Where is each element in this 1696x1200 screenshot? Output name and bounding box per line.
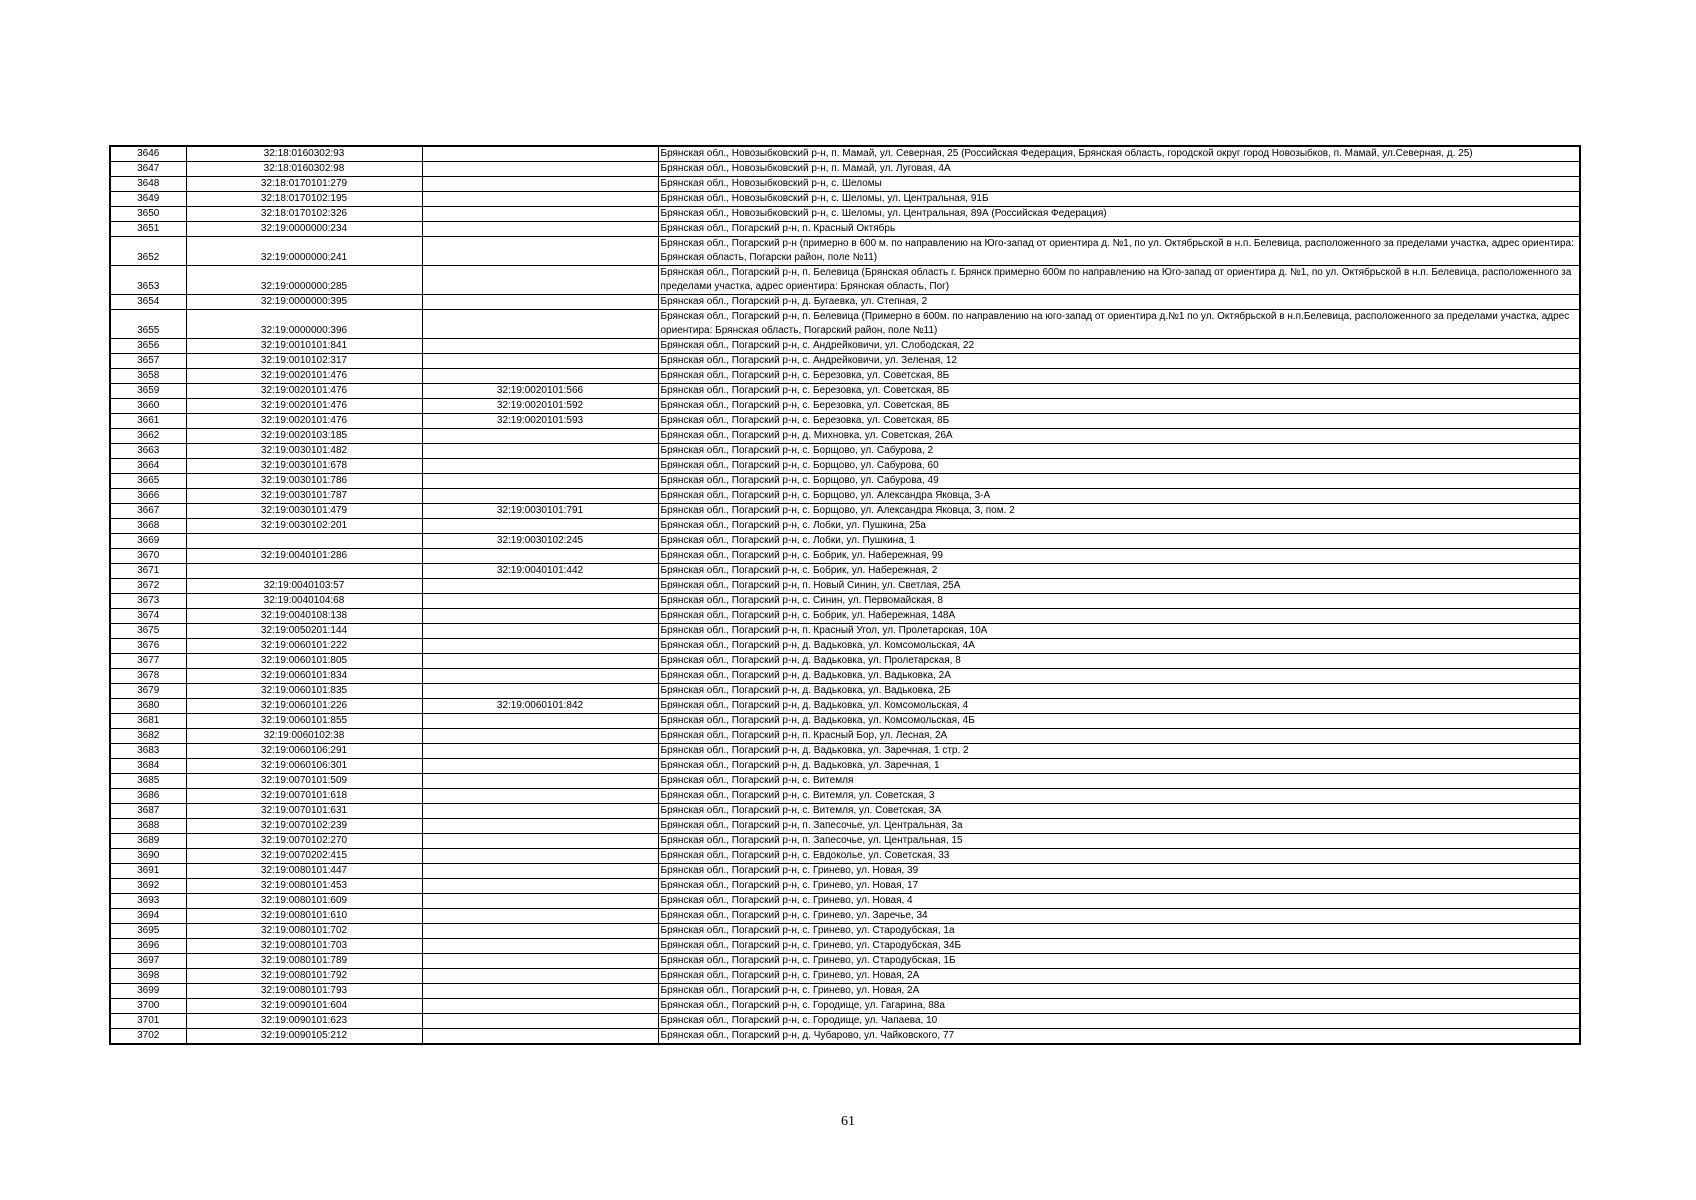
cadastral-number-cell: 32:19:0010101:841 — [186, 339, 422, 354]
linked-cadastral-number-cell — [422, 339, 658, 354]
row-number-cell: 3648 — [110, 177, 186, 192]
address-cell: Брянская обл., Погарский р-н, с. Березовка, ул. Советская, 8Б — [658, 384, 1580, 399]
address-cell: Брянская обл., Погарский р-н, с. Борщово, ул. Александра Яковца, 3, пом. 2 — [658, 504, 1580, 519]
row-number-cell: 3678 — [110, 669, 186, 684]
table-row — [110, 1014, 1580, 1029]
linked-cadastral-number-cell — [422, 804, 658, 819]
table-row — [110, 639, 1580, 654]
linked-cadastral-number-cell: 32:19:0020101:592 — [422, 399, 658, 414]
address-cell: Брянская обл., Погарский р-н, п. Белевица (Брянская область г. Брянск примерно 600м по направлению на Юго-запад от ориентира д. №1, по ул. Октябрьской в н.п. Белевица, расположенного за пределами участка, адрес ориентира: Брянская область, Пог) — [658, 266, 1580, 295]
table-row — [110, 266, 1580, 295]
table-row — [110, 684, 1580, 699]
address-cell: Брянская обл., Погарский р-н, п. Красный Угол, ул. Пролетарская, 10А — [658, 624, 1580, 639]
address-cell: Брянская обл., Погарский р-н, д. Вадьковка, ул. Вадьковка, 2Б — [658, 684, 1580, 699]
linked-cadastral-number-cell — [422, 1029, 658, 1045]
cadastral-number-cell: 32:18:0160302:93 — [186, 146, 422, 162]
row-number-cell: 3682 — [110, 729, 186, 744]
row-number-cell: 3664 — [110, 459, 186, 474]
linked-cadastral-number-cell — [422, 759, 658, 774]
linked-cadastral-number-cell — [422, 594, 658, 609]
cadastral-number-cell: 32:19:0040101:286 — [186, 549, 422, 564]
cadastral-number-cell: 32:19:0080101:792 — [186, 969, 422, 984]
linked-cadastral-number-cell — [422, 192, 658, 207]
table-row — [110, 984, 1580, 999]
table-row — [110, 939, 1580, 954]
cadastral-number-cell: 32:19:0080101:609 — [186, 894, 422, 909]
address-cell: Брянская обл., Погарский р-н, с. Андрейковичи, ул. Зеленая, 12 — [658, 354, 1580, 369]
linked-cadastral-number-cell — [422, 879, 658, 894]
table-row — [110, 354, 1580, 369]
cadastral-number-cell: 32:19:0000000:396 — [186, 310, 422, 339]
address-cell: Брянская обл., Погарский р-н (примерно в 600 м. по направлению на Юго-запад от ориентира д. №1, по ул. Октябрьской в н.п. Белевица, расположенного за пределами участка, адрес ориентира: Брянская область, Погарски район, поле №11) — [658, 237, 1580, 266]
linked-cadastral-number-cell: 32:19:0030101:791 — [422, 504, 658, 519]
table-row — [110, 954, 1580, 969]
cadastral-number-cell — [186, 564, 422, 579]
address-cell: Брянская обл., Погарский р-н, с. Гринево, ул. Заречье, 34 — [658, 909, 1580, 924]
linked-cadastral-number-cell — [422, 984, 658, 999]
linked-cadastral-number-cell — [422, 1014, 658, 1029]
cadastral-number-cell: 32:19:0080101:702 — [186, 924, 422, 939]
address-cell: Брянская обл., Погарский р-н, с. Березовка, ул. Советская, 8Б — [658, 369, 1580, 384]
address-cell: Брянская обл., Погарский р-н, с. Борщово, ул. Сабурова, 2 — [658, 444, 1580, 459]
row-number-cell: 3663 — [110, 444, 186, 459]
cadastral-number-cell: 32:19:0060101:222 — [186, 639, 422, 654]
address-cell: Брянская обл., Погарский р-н, п. Новый Синин, ул. Светлая, 25А — [658, 579, 1580, 594]
address-cell: Брянская обл., Погарский р-н, с. Гринево, ул. Стародубская, 34Б — [658, 939, 1580, 954]
table-row — [110, 399, 1580, 414]
table-row — [110, 849, 1580, 864]
table-row — [110, 146, 1580, 162]
row-number-cell: 3688 — [110, 819, 186, 834]
table-row — [110, 879, 1580, 894]
table-row — [110, 549, 1580, 564]
linked-cadastral-number-cell — [422, 177, 658, 192]
linked-cadastral-number-cell — [422, 729, 658, 744]
linked-cadastral-number-cell — [422, 474, 658, 489]
row-number-cell: 3691 — [110, 864, 186, 879]
row-number-cell: 3702 — [110, 1029, 186, 1045]
linked-cadastral-number-cell — [422, 819, 658, 834]
linked-cadastral-number-cell — [422, 444, 658, 459]
table-row — [110, 237, 1580, 266]
linked-cadastral-number-cell — [422, 579, 658, 594]
linked-cadastral-number-cell — [422, 864, 658, 879]
row-number-cell: 3693 — [110, 894, 186, 909]
table-row — [110, 474, 1580, 489]
row-number-cell: 3677 — [110, 654, 186, 669]
cadastral-number-cell: 32:19:0080101:453 — [186, 879, 422, 894]
address-cell: Брянская обл., Погарский р-н, с. Витемля, ул. Советская, 3 — [658, 789, 1580, 804]
cadastral-number-cell: 32:18:0160302:98 — [186, 162, 422, 177]
linked-cadastral-number-cell: 32:19:0020101:593 — [422, 414, 658, 429]
table-row — [110, 999, 1580, 1014]
address-cell: Брянская обл., Погарский р-н, с. Березовка, ул. Советская, 8Б — [658, 399, 1580, 414]
table-row — [110, 714, 1580, 729]
table-row — [110, 444, 1580, 459]
linked-cadastral-number-cell — [422, 654, 658, 669]
cadastral-number-cell: 32:19:0070101:509 — [186, 774, 422, 789]
table-row — [110, 609, 1580, 624]
linked-cadastral-number-cell — [422, 789, 658, 804]
row-number-cell: 3650 — [110, 207, 186, 222]
address-cell: Брянская обл., Погарский р-н, п. Красный Бор, ул. Лесная, 2А — [658, 729, 1580, 744]
address-cell: Брянская обл., Погарский р-н, с. Витемля, ул. Советская, 3А — [658, 804, 1580, 819]
linked-cadastral-number-cell — [422, 999, 658, 1014]
table-row — [110, 295, 1580, 310]
address-cell: Брянская обл., Погарский р-н, с. Витемля — [658, 774, 1580, 789]
cadastral-number-cell: 32:19:0030101:786 — [186, 474, 422, 489]
cadastral-number-cell: 32:19:0020103:185 — [186, 429, 422, 444]
row-number-cell: 3658 — [110, 369, 186, 384]
address-cell: Брянская обл., Погарский р-н, с. Гринево, ул. Стародубская, 1Б — [658, 954, 1580, 969]
address-cell: Брянская обл., Новозыбковский р-н, с. Шеломы, ул. Центральная, 89А (Российская Федерация) — [658, 207, 1580, 222]
row-number-cell: 3686 — [110, 789, 186, 804]
table-row — [110, 192, 1580, 207]
address-cell: Брянская обл., Погарский р-н, п. Запесочье, ул. Центральная, 3а — [658, 819, 1580, 834]
row-number-cell: 3668 — [110, 519, 186, 534]
cadastral-number-cell: 32:19:0070102:270 — [186, 834, 422, 849]
row-number-cell: 3700 — [110, 999, 186, 1014]
row-number-cell: 3660 — [110, 399, 186, 414]
cadastral-number-cell: 32:19:0060101:835 — [186, 684, 422, 699]
linked-cadastral-number-cell: 32:19:0020101:566 — [422, 384, 658, 399]
table-row — [110, 669, 1580, 684]
table-row — [110, 222, 1580, 237]
table-row — [110, 774, 1580, 789]
table-row — [110, 414, 1580, 429]
linked-cadastral-number-cell — [422, 237, 658, 266]
row-number-cell: 3687 — [110, 804, 186, 819]
row-number-cell: 3690 — [110, 849, 186, 864]
row-number-cell: 3681 — [110, 714, 186, 729]
address-cell: Брянская обл., Погарский р-н, с. Гринево, ул. Стародубская, 1а — [658, 924, 1580, 939]
row-number-cell: 3661 — [110, 414, 186, 429]
records-table — [109, 145, 1581, 1045]
table-row — [110, 744, 1580, 759]
address-cell: Брянская обл., Новозыбковский р-н, с. Шеломы — [658, 177, 1580, 192]
table-row — [110, 579, 1580, 594]
cadastral-number-cell: 32:19:0070101:631 — [186, 804, 422, 819]
table-row — [110, 624, 1580, 639]
row-number-cell: 3647 — [110, 162, 186, 177]
cadastral-number-cell: 32:19:0020101:476 — [186, 399, 422, 414]
linked-cadastral-number-cell — [422, 549, 658, 564]
cadastral-number-cell: 32:19:0030101:479 — [186, 504, 422, 519]
cadastral-number-cell: 32:18:0170102:326 — [186, 207, 422, 222]
cadastral-number-cell — [186, 534, 422, 549]
linked-cadastral-number-cell — [422, 295, 658, 310]
page-number: 61 — [841, 1114, 855, 1129]
linked-cadastral-number-cell — [422, 519, 658, 534]
table-row — [110, 384, 1580, 399]
address-cell: Брянская обл., Погарский р-н, с. Гринево, ул. Новая, 4 — [658, 894, 1580, 909]
table-row — [110, 654, 1580, 669]
row-number-cell: 3670 — [110, 549, 186, 564]
cadastral-number-cell: 32:19:0090101:604 — [186, 999, 422, 1014]
address-cell: Брянская обл., Новозыбковский р-н, с. Шеломы, ул. Центральная, 91Б — [658, 192, 1580, 207]
address-cell: Брянская обл., Погарский р-н, с. Гринево, ул. Новая, 39 — [658, 864, 1580, 879]
cadastral-number-cell: 32:19:0060102:38 — [186, 729, 422, 744]
table-row — [110, 789, 1580, 804]
row-number-cell: 3673 — [110, 594, 186, 609]
address-cell: Брянская обл., Погарский р-н, д. Вадьковка, ул. Комсомольская, 4А — [658, 639, 1580, 654]
address-cell: Брянская обл., Погарский р-н, д. Вадьковка, ул. Заречная, 1 стр. 2 — [658, 744, 1580, 759]
row-number-cell: 3679 — [110, 684, 186, 699]
row-number-cell: 3665 — [110, 474, 186, 489]
row-number-cell: 3655 — [110, 310, 186, 339]
cadastral-number-cell: 32:19:0030101:678 — [186, 459, 422, 474]
row-number-cell: 3657 — [110, 354, 186, 369]
table-row — [110, 369, 1580, 384]
cadastral-number-cell: 32:19:0000000:395 — [186, 295, 422, 310]
row-number-cell: 3685 — [110, 774, 186, 789]
table-row — [110, 594, 1580, 609]
cadastral-number-cell: 32:18:0170101:279 — [186, 177, 422, 192]
row-number-cell: 3675 — [110, 624, 186, 639]
row-number-cell: 3697 — [110, 954, 186, 969]
cadastral-number-cell: 32:19:0040108:138 — [186, 609, 422, 624]
row-number-cell: 3683 — [110, 744, 186, 759]
address-cell: Брянская обл., Погарский р-н, с. Евдокольe, ул. Советская, 33 — [658, 849, 1580, 864]
cadastral-number-cell: 32:19:0030102:201 — [186, 519, 422, 534]
linked-cadastral-number-cell — [422, 924, 658, 939]
row-number-cell: 3701 — [110, 1014, 186, 1029]
table-row — [110, 519, 1580, 534]
linked-cadastral-number-cell — [422, 834, 658, 849]
cadastral-number-cell: 32:19:0060106:301 — [186, 759, 422, 774]
cadastral-number-cell: 32:19:0060101:834 — [186, 669, 422, 684]
row-number-cell: 3672 — [110, 579, 186, 594]
row-number-cell: 3666 — [110, 489, 186, 504]
row-number-cell: 3649 — [110, 192, 186, 207]
linked-cadastral-number-cell — [422, 266, 658, 295]
linked-cadastral-number-cell — [422, 939, 658, 954]
row-number-cell: 3662 — [110, 429, 186, 444]
address-cell: Брянская обл., Погарский р-н, с. Лобки, ул. Пушкина, 1 — [658, 534, 1580, 549]
linked-cadastral-number-cell — [422, 222, 658, 237]
table-row — [110, 162, 1580, 177]
table-row — [110, 207, 1580, 222]
address-cell: Брянская обл., Погарский р-н, с. Городище, ул. Гагарина, 88а — [658, 999, 1580, 1014]
table-row — [110, 534, 1580, 549]
address-cell: Брянская обл., Погарский р-н, с. Бобрик, ул. Набережная, 99 — [658, 549, 1580, 564]
cadastral-number-cell: 32:19:0060101:226 — [186, 699, 422, 714]
linked-cadastral-number-cell — [422, 429, 658, 444]
cadastral-number-cell: 32:19:0000000:285 — [186, 266, 422, 295]
address-cell: Брянская обл., Новозыбковский р-н, п. Мамай, ул. Луговая, 4А — [658, 162, 1580, 177]
address-cell: Брянская обл., Погарский р-н, с. Березовка, ул. Советская, 8Б — [658, 414, 1580, 429]
cadastral-number-cell: 32:19:0030101:787 — [186, 489, 422, 504]
table-row — [110, 459, 1580, 474]
row-number-cell: 3656 — [110, 339, 186, 354]
linked-cadastral-number-cell: 32:19:0030102:245 — [422, 534, 658, 549]
cadastral-number-cell: 32:18:0170102:195 — [186, 192, 422, 207]
address-cell: Брянская обл., Погарский р-н, с. Андрейковичи, ул. Слободская, 22 — [658, 339, 1580, 354]
row-number-cell: 3689 — [110, 834, 186, 849]
address-cell: Брянская обл., Погарский р-н, с. Лобки, ул. Пушкина, 25а — [658, 519, 1580, 534]
linked-cadastral-number-cell — [422, 969, 658, 984]
address-cell: Брянская обл., Погарский р-н, д. Михновка, ул. Советская, 26А — [658, 429, 1580, 444]
address-cell: Брянская обл., Погарский р-н, п. Белевица (Примерно в 600м. по направлению на юго-запад от ориентира д.№1 по ул. Октябрьской в н.п.Белевица, расположенного за пределами участка, адрес ориентира: Брянская область, Погарский район, поле №11) — [658, 310, 1580, 339]
address-cell: Брянская обл., Погарский р-н, с. Бобрик, ул. Набережная, 2 — [658, 564, 1580, 579]
row-number-cell: 3646 — [110, 146, 186, 162]
address-cell: Брянская обл., Погарский р-н, д. Вадьковка, ул. Заречная, 1 — [658, 759, 1580, 774]
address-cell: Брянская обл., Погарский р-н, д. Вадьковка, ул. Комсомольская, 4 — [658, 699, 1580, 714]
address-cell: Брянская обл., Погарский р-н, д. Чубарово, ул. Чайковского, 77 — [658, 1029, 1580, 1045]
table-row — [110, 909, 1580, 924]
table-row — [110, 894, 1580, 909]
address-cell: Брянская обл., Погарский р-н, с. Борщово, ул. Александра Яковца, 3-А — [658, 489, 1580, 504]
row-number-cell: 3674 — [110, 609, 186, 624]
row-number-cell: 3695 — [110, 924, 186, 939]
linked-cadastral-number-cell — [422, 774, 658, 789]
row-number-cell: 3654 — [110, 295, 186, 310]
table-row — [110, 729, 1580, 744]
table-row — [110, 504, 1580, 519]
address-cell: Брянская обл., Погарский р-н, д. Вадьковка, ул. Вадьковка, 2А — [658, 669, 1580, 684]
row-number-cell: 3684 — [110, 759, 186, 774]
address-cell: Брянская обл., Погарский р-н, с. Борщово, ул. Сабурова, 49 — [658, 474, 1580, 489]
records-table-body — [110, 146, 1580, 1044]
table-row — [110, 429, 1580, 444]
linked-cadastral-number-cell — [422, 624, 658, 639]
linked-cadastral-number-cell — [422, 162, 658, 177]
cadastral-number-cell: 32:19:0080101:793 — [186, 984, 422, 999]
linked-cadastral-number-cell — [422, 684, 658, 699]
table-row — [110, 819, 1580, 834]
cadastral-number-cell: 32:19:0080101:789 — [186, 954, 422, 969]
linked-cadastral-number-cell: 32:19:0040101:442 — [422, 564, 658, 579]
row-number-cell: 3680 — [110, 699, 186, 714]
row-number-cell: 3667 — [110, 504, 186, 519]
address-cell: Брянская обл., Погарский р-н, п. Красный Октябрь — [658, 222, 1580, 237]
cadastral-number-cell: 32:19:0060101:855 — [186, 714, 422, 729]
table-row — [110, 924, 1580, 939]
cadastral-number-cell: 32:19:0040103:57 — [186, 579, 422, 594]
linked-cadastral-number-cell — [422, 354, 658, 369]
cadastral-number-cell: 32:19:0060106:291 — [186, 744, 422, 759]
row-number-cell: 3659 — [110, 384, 186, 399]
address-cell: Брянская обл., Погарский р-н, с. Гринево, ул. Новая, 2А — [658, 984, 1580, 999]
linked-cadastral-number-cell — [422, 459, 658, 474]
address-cell: Брянская обл., Погарский р-н, с. Городище, ул. Чапаева, 10 — [658, 1014, 1580, 1029]
cadastral-number-cell: 32:19:0020101:476 — [186, 414, 422, 429]
row-number-cell: 3653 — [110, 266, 186, 295]
row-number-cell: 3669 — [110, 534, 186, 549]
cadastral-number-cell: 32:19:0080101:610 — [186, 909, 422, 924]
address-cell: Брянская обл., Погарский р-н, с. Гринево, ул. Новая, 2А — [658, 969, 1580, 984]
cadastral-number-cell: 32:19:0020101:476 — [186, 369, 422, 384]
cadastral-number-cell: 32:19:0070101:618 — [186, 789, 422, 804]
table-row — [110, 339, 1580, 354]
table-row — [110, 1029, 1580, 1045]
row-number-cell: 3692 — [110, 879, 186, 894]
table-row — [110, 489, 1580, 504]
table-row — [110, 310, 1580, 339]
linked-cadastral-number-cell — [422, 849, 658, 864]
row-number-cell: 3652 — [110, 237, 186, 266]
cadastral-number-cell: 32:19:0040104:68 — [186, 594, 422, 609]
address-cell: Брянская обл., Погарский р-н, д. Вадьковка, ул. Комсомольская, 4Б — [658, 714, 1580, 729]
address-cell: Брянская обл., Погарский р-н, д. Бугаевка, ул. Степная, 2 — [658, 295, 1580, 310]
address-cell: Брянская обл., Погарский р-н, с. Борщово, ул. Сабурова, 60 — [658, 459, 1580, 474]
cadastral-number-cell: 32:19:0070202:415 — [186, 849, 422, 864]
row-number-cell: 3696 — [110, 939, 186, 954]
linked-cadastral-number-cell — [422, 744, 658, 759]
linked-cadastral-number-cell — [422, 207, 658, 222]
linked-cadastral-number-cell — [422, 146, 658, 162]
linked-cadastral-number-cell — [422, 310, 658, 339]
row-number-cell: 3671 — [110, 564, 186, 579]
linked-cadastral-number-cell — [422, 369, 658, 384]
cadastral-number-cell: 32:19:0000000:241 — [186, 237, 422, 266]
cadastral-number-cell: 32:19:0090105:212 — [186, 1029, 422, 1045]
address-cell: Брянская обл., Погарский р-н, с. Бобрик, ул. Набережная, 148А — [658, 609, 1580, 624]
row-number-cell: 3651 — [110, 222, 186, 237]
address-cell: Брянская обл., Погарский р-н, с. Гринево, ул. Новая, 17 — [658, 879, 1580, 894]
cadastral-number-cell: 32:19:0080101:703 — [186, 939, 422, 954]
linked-cadastral-number-cell — [422, 669, 658, 684]
cadastral-number-cell: 32:19:0010102:317 — [186, 354, 422, 369]
table-row — [110, 834, 1580, 849]
cadastral-number-cell: 32:19:0000000:234 — [186, 222, 422, 237]
table-row — [110, 969, 1580, 984]
linked-cadastral-number-cell: 32:19:0060101:842 — [422, 699, 658, 714]
linked-cadastral-number-cell — [422, 894, 658, 909]
linked-cadastral-number-cell — [422, 609, 658, 624]
cadastral-number-cell: 32:19:0080101:447 — [186, 864, 422, 879]
table-row — [110, 759, 1580, 774]
cadastral-number-cell: 32:19:0070102:239 — [186, 819, 422, 834]
row-number-cell: 3698 — [110, 969, 186, 984]
linked-cadastral-number-cell — [422, 639, 658, 654]
address-cell: Брянская обл., Погарский р-н, п. Запесочье, ул. Центральная, 15 — [658, 834, 1580, 849]
linked-cadastral-number-cell — [422, 489, 658, 504]
table-row — [110, 804, 1580, 819]
table-row — [110, 699, 1580, 714]
cadastral-number-cell: 32:19:0060101:805 — [186, 654, 422, 669]
row-number-cell: 3699 — [110, 984, 186, 999]
cadastral-number-cell: 32:19:0020101:476 — [186, 384, 422, 399]
linked-cadastral-number-cell — [422, 714, 658, 729]
linked-cadastral-number-cell — [422, 909, 658, 924]
cadastral-number-cell: 32:19:0050201:144 — [186, 624, 422, 639]
address-cell: Брянская обл., Погарский р-н, с. Синин, ул. Первомайская, 8 — [658, 594, 1580, 609]
table-row — [110, 564, 1580, 579]
address-cell: Брянская обл., Новозыбковский р-н, п. Мамай, ул. Северная, 25 (Российская Федерация, Брянская область, городской округ город Новозыбков, п. Мамай, ул.Северная, д. 25) — [658, 146, 1580, 162]
cadastral-number-cell: 32:19:0030101:482 — [186, 444, 422, 459]
address-cell: Брянская обл., Погарский р-н, д. Вадьковка, ул. Пролетарская, 8 — [658, 654, 1580, 669]
table-row — [110, 864, 1580, 879]
linked-cadastral-number-cell — [422, 954, 658, 969]
cadastral-number-cell: 32:19:0090101:623 — [186, 1014, 422, 1029]
row-number-cell: 3694 — [110, 909, 186, 924]
row-number-cell: 3676 — [110, 639, 186, 654]
table-row — [110, 177, 1580, 192]
